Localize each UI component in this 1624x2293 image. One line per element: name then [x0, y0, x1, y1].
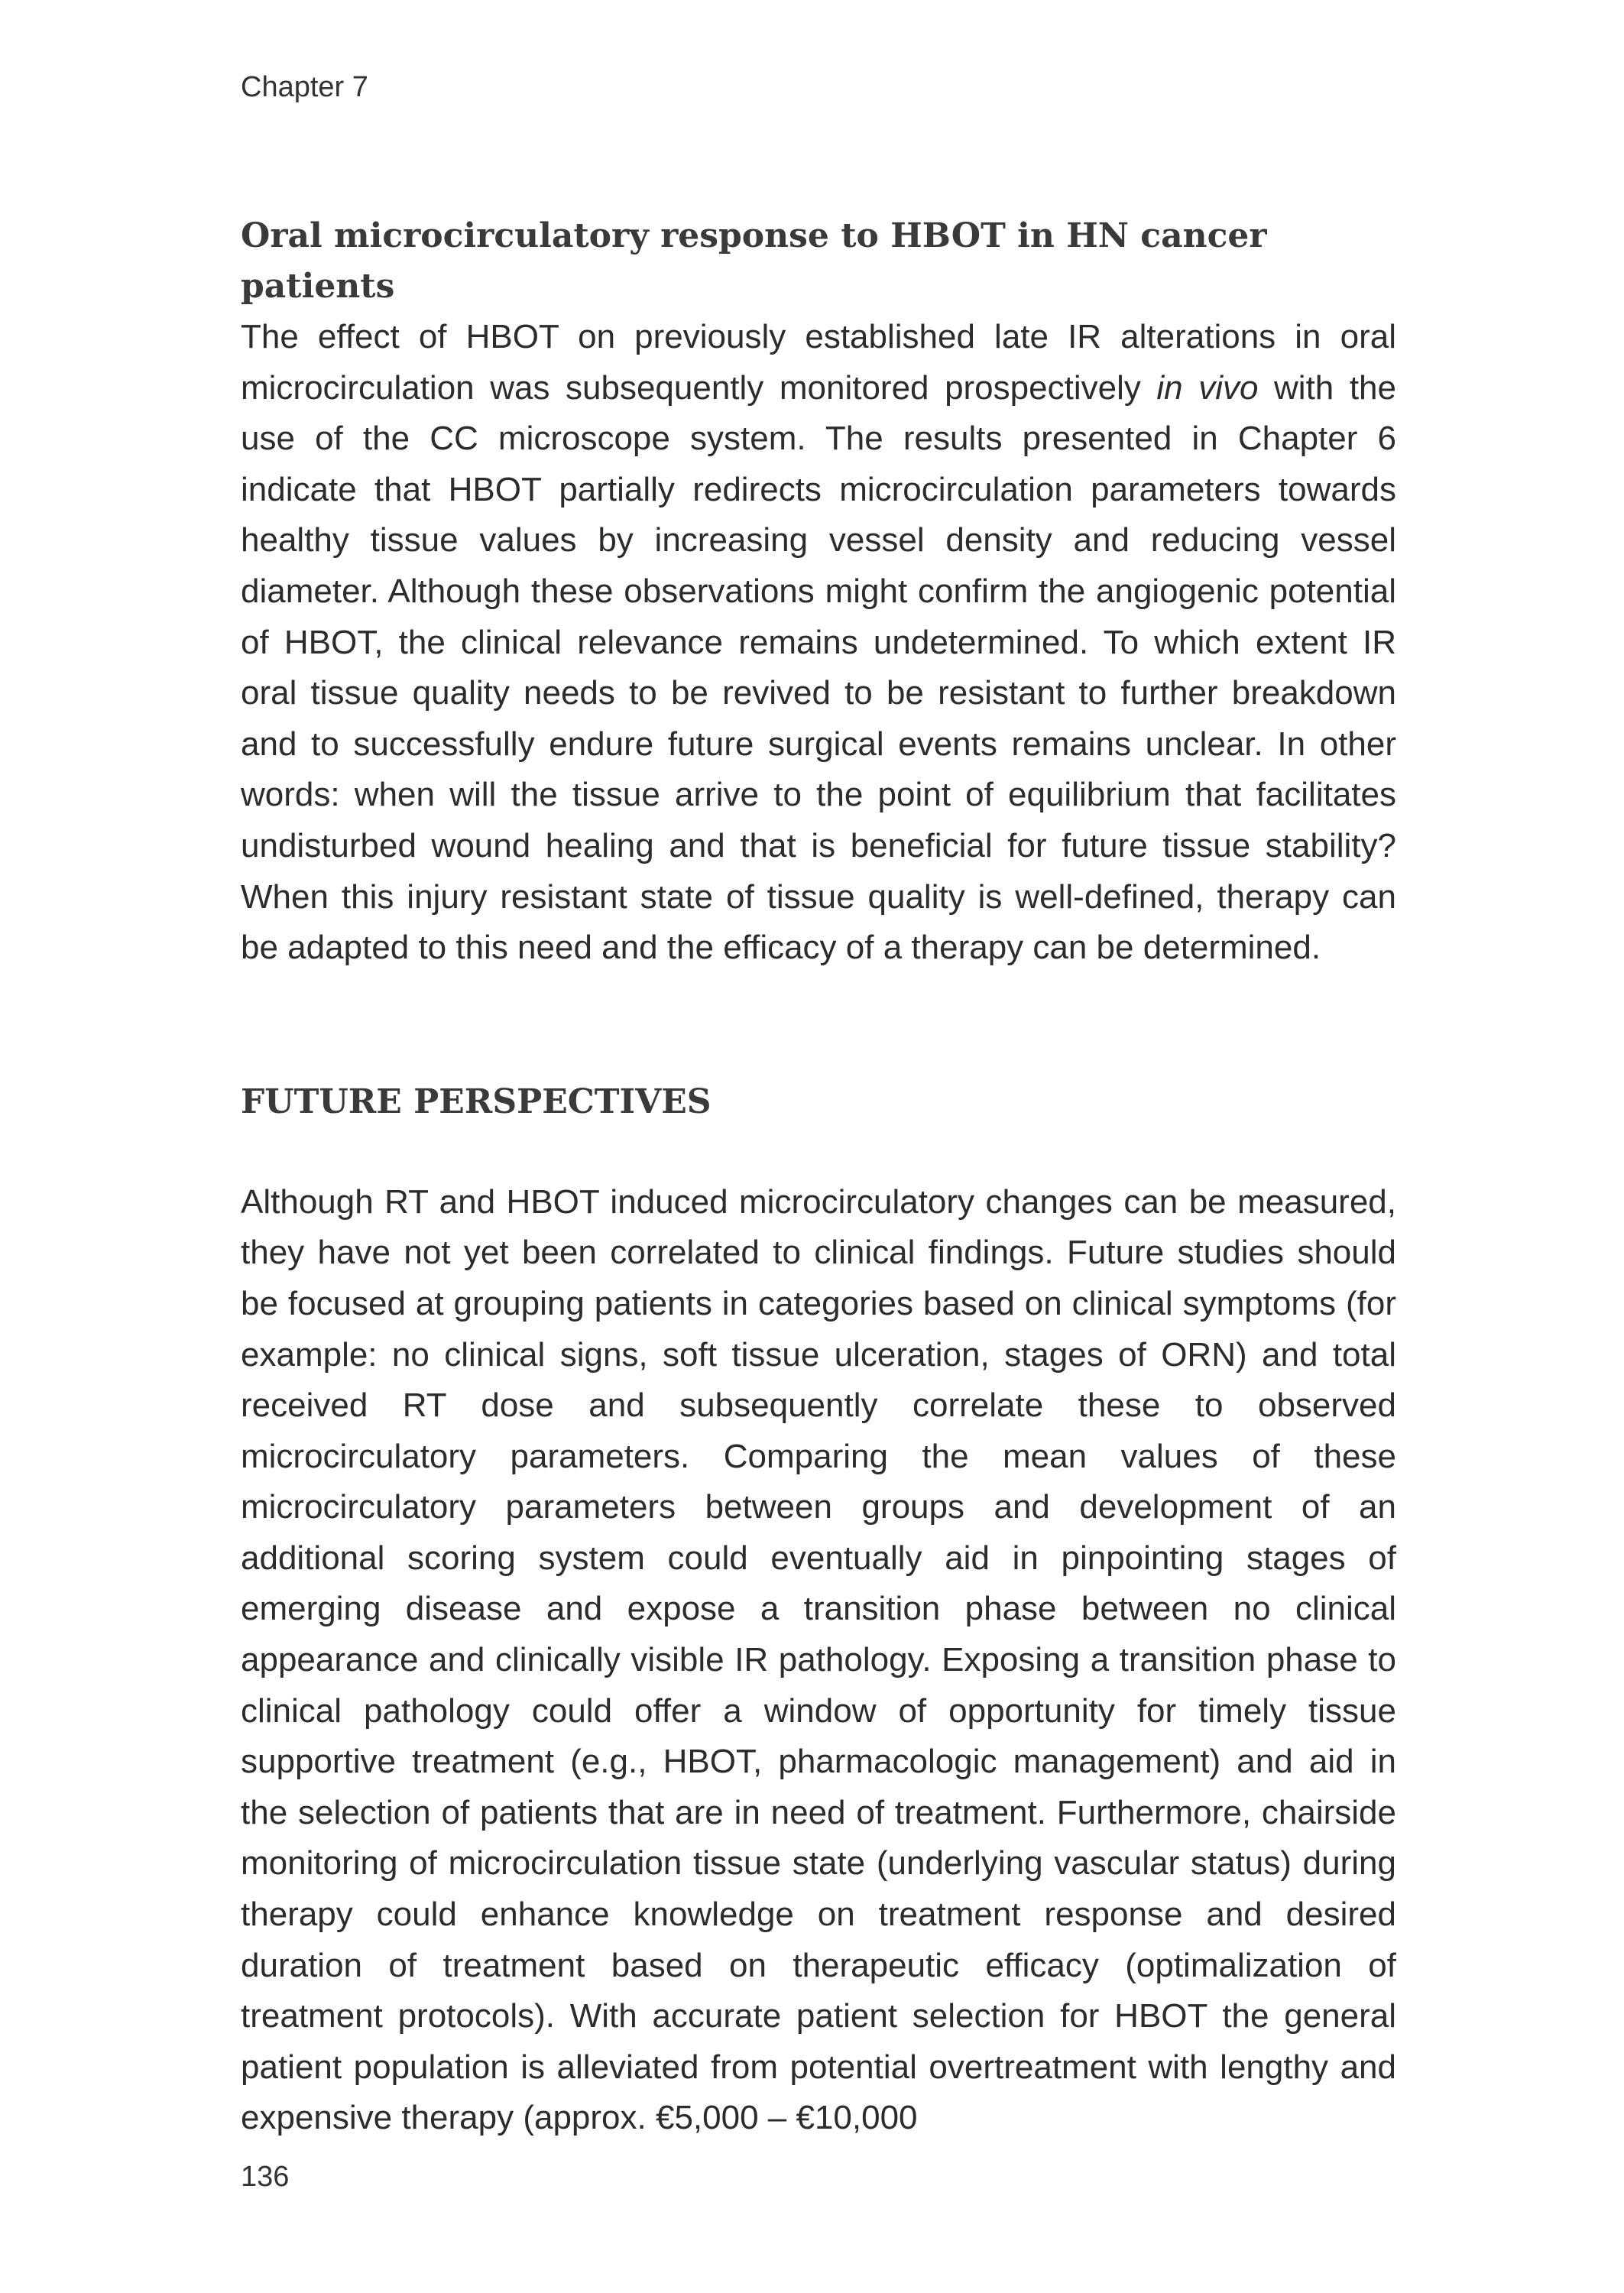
paragraph-text-part: with the use of the CC microscope system. The results presented in Chapter 6 indicate that HBOT partially redirects microcirculation parameters towards healthy tissue values by increasing vessel density and reducing vessel diameter. Although these observations might confirm the angiogenic potential of HBOT, the clinical relevance remains undetermined. To which extent IR oral tissue quality needs to be revived to be resistant to further breakdown and to successfully endure future surgical events remains unclear. In other words: when will the tissue arrive to the point of equilibrium that facilitates undisturbed wound healing and that is beneficial for future tissue stability? When this injury resistant state of tissue quality is well-defined, therapy can be adapted to this need and the efficacy of a therapy can be determined.: [241, 368, 1396, 967]
section-heading: FUTURE PERSPECTIVES: [241, 1082, 712, 1121]
subsection-heading: Oral microcirculatory response to HBOT in HN cancer patients: [241, 216, 1267, 306]
body-paragraph: [241, 312, 1396, 974]
page-number: 136: [241, 2161, 290, 2193]
italic-term: in vivo: [1156, 368, 1259, 407]
page-content: [241, 211, 1396, 2144]
paragraph-text-part: The effect of HBOT on previously established late IR alterations in oral microcirculation was subsequently monitored prospectively: [241, 318, 1396, 407]
body-paragraph: Although RT and HBOT induced microcirculatory changes can be measured, they have not yet been correlated to clinical findings. Future studies should be focused at grouping patients in categories based on clinical symptoms (for example: no clinical signs, soft tissue ulceration, stages of ORN) and total received RT dose and subsequently correlate these to observed microcirculatory parameters. Comparing the mean values of these microcirculatory parameters between groups and development of an additional scoring system could eventually aid in pinpointing stages of emerging disease and expose a transition phase between no clinical appearance and clinically visible IR pathology. Exposing a transition phase to clinical pathology could offer a window of opportunity for timely tissue supportive treatment (e.g., HBOT, pharmacologic management) and aid in the selection of patients that are in need of treatment. Furthermore, chairside monitoring of microcirculation tissue state (underlying vascular status) during therapy could enhance knowledge on treatment response and desired duration of treatment based on therapeutic efficacy (optimalization of treatment protocols). With accurate patient selection for HBOT the general patient population is alleviated from potential overtreatment with lengthy and expensive therapy (approx. €5,000 – €10,000: [241, 1182, 1396, 2137]
running-header: Chapter 7: [241, 71, 368, 103]
